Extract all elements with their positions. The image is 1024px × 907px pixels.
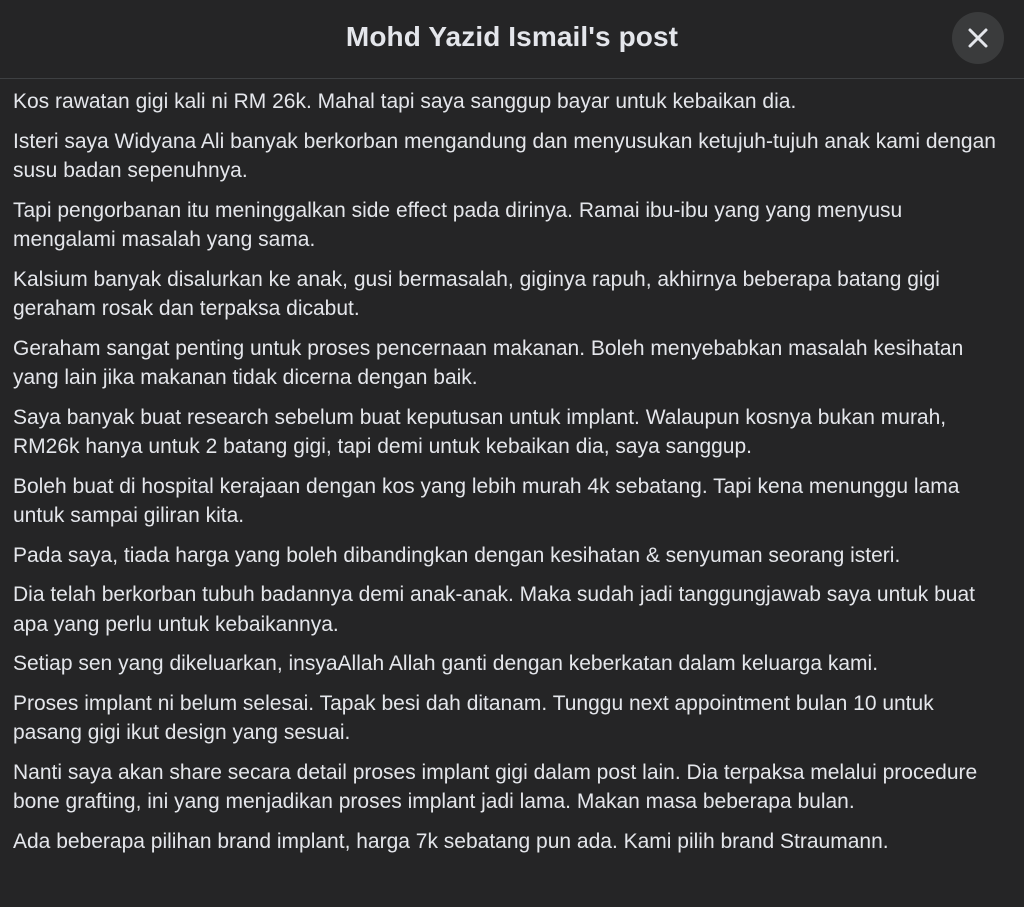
post-dialog-header — [0, 0, 1024, 79]
dialog-title: Mohd Yazid Ismail's post — [345, 21, 679, 52]
post-paragraph: Dia telah berkorban tubuh badannya demi anak-anak. Maka sudah jadi tanggungjawab saya untuk buat apa yang perlu untuk kebaikannya. — [13, 583, 976, 636]
post-paragraph: Kalsium banyak disalurkan ke anak, gusi bermasalah, giginya rapuh, akhirnya beberapa batang gigi geraham rosak dan terpaksa dicabut. — [13, 267, 940, 320]
close-button[interactable] — [952, 12, 1004, 64]
post-paragraph: Isteri saya Widyana Ali banyak berkorban mengandung dan menyusukan ketujuh-tujuh anak kami dengan susu badan sepenuhnya. — [13, 129, 996, 182]
close-icon — [966, 26, 990, 50]
post-paragraph: Proses implant ni belum selesai. Tapak besi dah ditanam. Tunggu next appointment bulan 10 untuk pasang gigi ikut design yang sesuai. — [13, 691, 934, 744]
post-paragraph: Kos rawatan gigi kali ni RM 26k. Mahal tapi saya sanggup bayar untuk kebaikan dia. — [13, 90, 797, 113]
post-paragraph: Saya banyak buat research sebelum buat keputusan untuk implant. Walaupun kosnya bukan murah, RM26k hanya untuk 2 batang gigi, tapi demi untuk kebaikan dia, saya sanggup. — [13, 405, 947, 458]
post-paragraph: Geraham sangat penting untuk proses pencernaan makanan. Boleh menyebabkan masalah kesihatan yang lain jika makanan tidak dicerna dengan baik. — [13, 336, 964, 389]
post-paragraph: Pada saya, tiada harga yang boleh dibandingkan dengan kesihatan & senyuman seorang isteri. — [13, 543, 901, 567]
post-paragraph: Nanti saya akan share secara detail proses implant gigi dalam post lain. Dia terpaksa melalui procedure bone grafting, ini yang menjadikan proses implant jadi lama. Makan masa beberapa bulan. — [13, 760, 978, 813]
post-body — [0, 79, 1024, 856]
post-paragraph: Setiap sen yang dikeluarkan, insyaAllah Allah ganti dengan keberkatan dalam keluarga kami. — [13, 652, 879, 675]
post-paragraph: Tapi pengorbanan itu meninggalkan side effect pada dirinya. Ramai ibu-ibu yang yang menyusu mengalami masalah yang sama. — [13, 198, 903, 251]
post-paragraph: Boleh buat di hospital kerajaan dengan kos yang lebih murah 4k sebatang. Tapi kena menunggu lama untuk sampai giliran kita. — [13, 474, 960, 527]
post-paragraph: Ada beberapa pilihan brand implant, harga 7k sebatang pun ada. Kami pilih brand Straumann. — [13, 829, 889, 853]
